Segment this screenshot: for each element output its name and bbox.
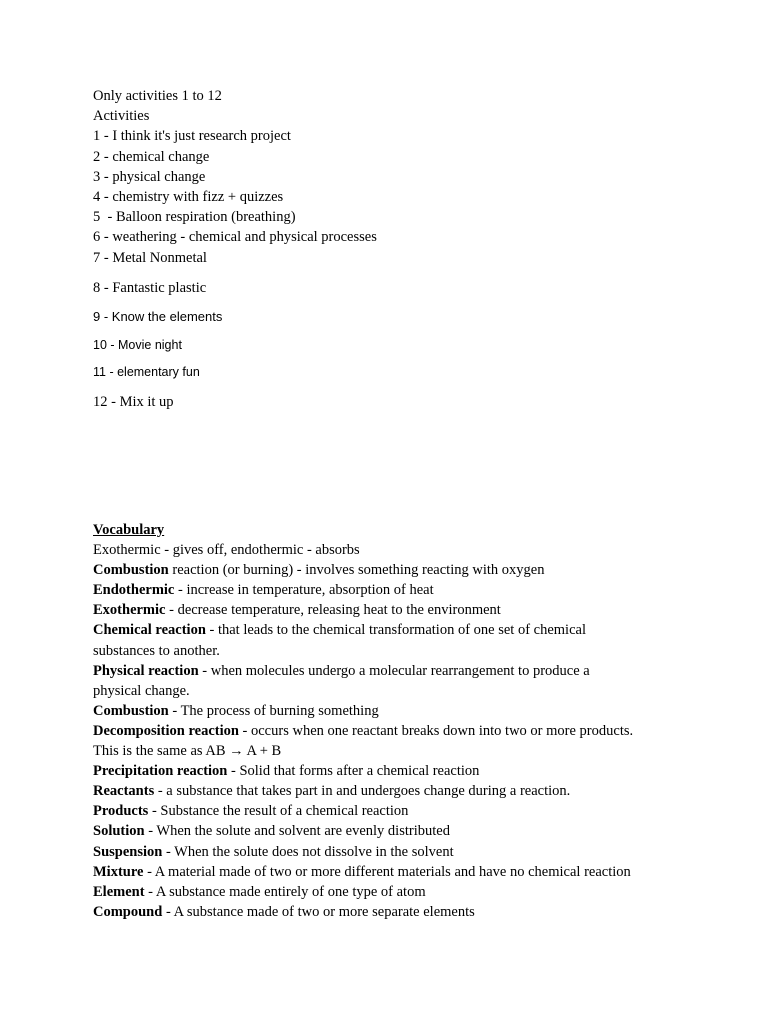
- vocabulary-entry: [93, 580, 713, 600]
- vocabulary-definition: - A substance made entirely of one type of atom: [144, 883, 426, 900]
- vocabulary-term: Mixture: [93, 863, 144, 880]
- vocabulary-term: Combustion: [93, 702, 169, 719]
- vocabulary-term: Precipitation reaction: [93, 763, 228, 780]
- vocabulary-entry: [93, 661, 713, 681]
- vocabulary-definition: - Substance the result of a chemical reaction: [148, 803, 409, 820]
- vocabulary-term: Chemical reaction: [93, 622, 206, 639]
- activity-item: 8 - Fantastic plastic: [93, 279, 207, 296]
- vocabulary-definition: - a substance that takes part in and undergoes change during a reaction.: [154, 783, 571, 800]
- vocabulary-term: Element: [93, 883, 145, 900]
- vocabulary-term: Physical reaction: [93, 662, 199, 679]
- activity-item: 2 - chemical change: [93, 148, 210, 165]
- vocabulary-term: Solution: [93, 823, 145, 840]
- activities-title: Activities: [93, 108, 150, 125]
- vocabulary-entry: [93, 701, 713, 721]
- vocabulary-entry: [93, 600, 713, 620]
- vocabulary-entry: [93, 882, 713, 902]
- vocabulary-entry: [93, 842, 713, 862]
- vocabulary-entry: [93, 862, 713, 882]
- vocabulary-definition: - that leads to the chemical transformation of one set of chemical: [205, 622, 586, 639]
- vocabulary-definition: - When the solute and solvent are evenly distributed: [144, 823, 450, 840]
- vocabulary-term: Compound: [93, 903, 163, 920]
- vocabulary-entry: [93, 560, 713, 580]
- vocabulary-definition-continued: substances to another.: [93, 642, 220, 659]
- vocabulary-entry: [93, 801, 713, 821]
- activity-item: 11 - elementary fun: [93, 365, 200, 380]
- vocabulary-entry: [93, 781, 713, 801]
- vocabulary-section: [93, 520, 713, 922]
- vocabulary-definition: - when molecules undergo a molecular rearrangement to produce a: [198, 662, 590, 679]
- vocabulary-definition: - The process of burning something: [168, 702, 379, 719]
- activity-item: 4 - chemistry with fizz + quizzes: [93, 189, 284, 206]
- vocabulary-entry: [93, 721, 713, 741]
- activity-item: 9 - Know the elements: [93, 309, 223, 325]
- activity-item: 3 - physical change: [93, 168, 206, 185]
- vocabulary-definition: - When the solute does not dissolve in the solvent: [162, 843, 454, 860]
- vocabulary-definition: reaction (or burning) - involves something reacting with oxygen: [168, 562, 545, 579]
- activity-item: 10 - Movie night: [93, 338, 182, 353]
- vocabulary-definition-continued: physical change.: [93, 682, 190, 699]
- vocabulary-term: Products: [93, 803, 149, 820]
- vocabulary-definition-continued: This is the same as AB → A + B: [93, 743, 282, 760]
- vocabulary-entry: [93, 821, 713, 841]
- activity-item: 5 - Balloon respiration (breathing): [93, 209, 296, 226]
- intro-text: Only activities 1 to 12: [93, 88, 222, 104]
- activity-item: 12 - Mix it up: [93, 393, 174, 410]
- vocabulary-definition: - increase in temperature, absorption of heat: [174, 582, 434, 599]
- activities-section: [93, 86, 713, 412]
- activity-item: 6 - weathering - chemical and physical processes: [93, 229, 377, 246]
- vocabulary-term: Suspension: [93, 843, 163, 860]
- vocabulary-term: Exothermic: [93, 602, 166, 619]
- vocabulary-term: Combustion: [93, 562, 169, 579]
- vocabulary-entry: [93, 902, 713, 922]
- vocabulary-term: Reactants: [93, 783, 155, 800]
- vocabulary-term: Endothermic: [93, 582, 175, 599]
- vocabulary-definition: - decrease temperature, releasing heat to the environment: [165, 602, 501, 619]
- vocabulary-definition: - A material made of two or more different materials and have no chemical reaction: [143, 863, 631, 880]
- vocabulary-list: [93, 560, 713, 922]
- vocabulary-entry: [93, 620, 713, 640]
- vocabulary-intro: Exothermic - gives off, endothermic - absorbs: [93, 542, 360, 559]
- vocabulary-definition: - A substance made of two or more separate elements: [162, 903, 475, 920]
- vocabulary-entry: [93, 761, 713, 781]
- vocabulary-term: Decomposition reaction: [93, 722, 239, 739]
- vocabulary-definition: - occurs when one reactant breaks down into two or more products.: [238, 722, 634, 739]
- vocabulary-definition: - Solid that forms after a chemical reaction: [227, 763, 480, 780]
- vocabulary-heading: Vocabulary: [93, 522, 165, 538]
- activity-item: 1 - I think it's just research project: [93, 128, 291, 145]
- activity-item: 7 - Metal Nonmetal: [93, 249, 207, 266]
